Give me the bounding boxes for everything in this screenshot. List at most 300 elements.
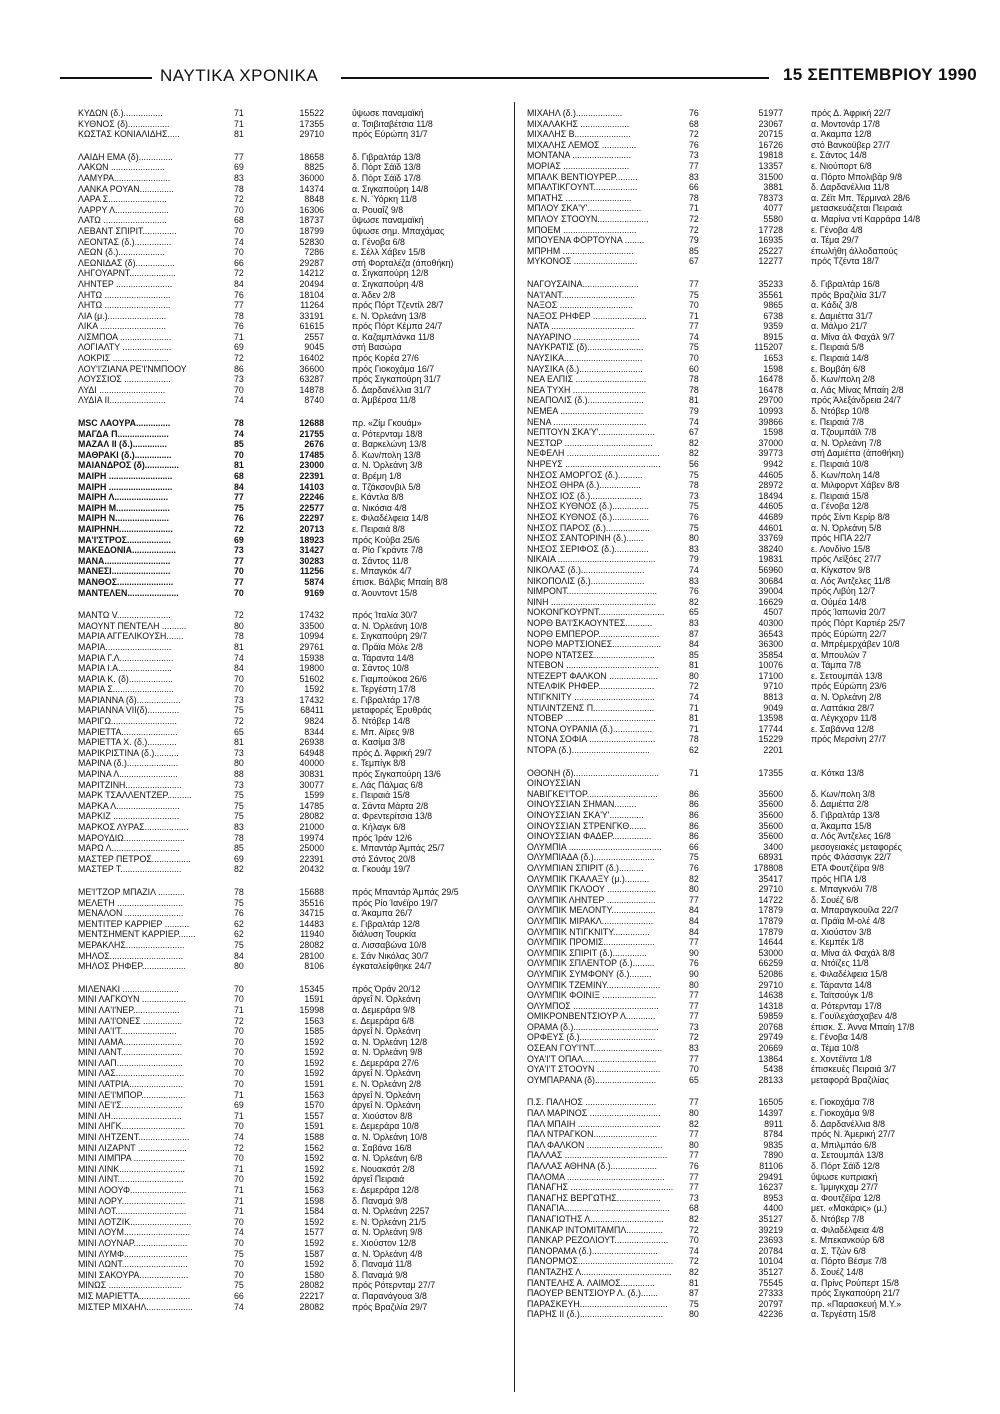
tonnage: 36000 bbox=[299, 172, 324, 183]
ship-status: α. Παρανάγουα 3/8 bbox=[352, 1290, 427, 1301]
ship-row bbox=[527, 927, 967, 938]
ship-name: ΝΗΣΟΣ ΙΟΣ (δ.)..................... bbox=[527, 490, 642, 501]
build-year: 74 bbox=[234, 1301, 244, 1312]
ship-name: ΛΟΥΣΣΙΟΣ ................... bbox=[78, 374, 171, 385]
ship-row bbox=[78, 1068, 506, 1079]
ship-status: α. Κάδιζ 3/8 bbox=[811, 300, 858, 311]
build-year: 75 bbox=[234, 1280, 244, 1291]
ship-row bbox=[78, 621, 506, 632]
tonnage: 25000 bbox=[299, 843, 324, 854]
ship-row bbox=[527, 671, 967, 682]
build-year: 70 bbox=[234, 1259, 244, 1270]
build-year: 77 bbox=[689, 1129, 699, 1140]
ship-row bbox=[78, 471, 506, 482]
tonnage: 35854 bbox=[758, 649, 783, 660]
build-year: 75 bbox=[234, 811, 244, 822]
ship-name: ΛΙΑ (μ.)........................ bbox=[78, 310, 167, 321]
ship-row bbox=[527, 342, 967, 353]
ship-row bbox=[78, 1238, 506, 1249]
ship-status: α. Σαβάνα 16/8 bbox=[352, 1142, 412, 1153]
ship-name: ΟΛΥΜΠΙΚ ΣΠΙΡΙΤ (δ.).............. bbox=[527, 947, 647, 958]
ship-name: ΟΙΝΟΥΣΣΙΑΝ bbox=[527, 778, 581, 789]
tonnage: 1587 bbox=[304, 1248, 324, 1259]
ship-row bbox=[527, 831, 967, 842]
ship-status: ε. Πειραιά 7/8 bbox=[811, 416, 864, 427]
ship-row bbox=[527, 470, 967, 481]
tonnage: 38240 bbox=[758, 543, 783, 554]
ship-status: πρός ΗΠΑ 1/8 bbox=[811, 873, 867, 884]
ship-name: ΝΙΝΗ ........................................... bbox=[527, 596, 657, 607]
build-year: 85 bbox=[689, 649, 699, 660]
ship-row bbox=[527, 1172, 967, 1183]
ship-row bbox=[78, 184, 506, 195]
tonnage: 35516 bbox=[299, 897, 324, 908]
tonnage: 30684 bbox=[758, 575, 783, 586]
build-year: 77 bbox=[234, 151, 244, 162]
ship-status: πρός ΗΠΑ 22/7 bbox=[811, 533, 872, 544]
ship-name: ΝΕΝΑ ...................................... bbox=[527, 416, 647, 427]
ship-name: ΛΙΣΜΠΟΑ ..................... bbox=[78, 331, 172, 342]
ship-row bbox=[527, 1097, 967, 1108]
tonnage: 17432 bbox=[299, 694, 324, 705]
build-year: 83 bbox=[234, 822, 244, 832]
ship-status: α. Ν. Όρλεάνη 4/8 bbox=[352, 1248, 423, 1259]
ship-status: α. Βαρκελώνη 13/8 bbox=[352, 439, 427, 450]
ship-row bbox=[527, 214, 967, 225]
ship-status: α. Σετουμπάλ 13/8 bbox=[811, 1150, 884, 1161]
build-year: 70 bbox=[234, 673, 244, 684]
ship-name: ΜΑΡΚΟΣ ΛΥΡΑΣ.................. bbox=[78, 822, 189, 832]
ship-row bbox=[78, 162, 506, 173]
tonnage: 4400 bbox=[763, 1203, 783, 1214]
tonnage: 4077 bbox=[763, 203, 783, 214]
ship-name: ΜΑΖΑΛ ΙΙ (δ.).............. bbox=[78, 439, 167, 450]
ship-status: ε. Γιαμπούκοα 26/6 bbox=[352, 673, 427, 684]
tonnage: 29710 bbox=[758, 979, 783, 990]
ship-status: πρός Σιγκαπούρη 21/7 bbox=[811, 1288, 900, 1299]
ship-row bbox=[527, 734, 967, 745]
build-year: 83 bbox=[689, 617, 699, 628]
ship-row bbox=[78, 610, 506, 621]
ship-name: ΠΑΟΥΕΡ ΒΕΝΤΣΙΟΥΡ Λ. (δ.)....... bbox=[527, 1288, 658, 1299]
ship-status: ε. Γένοβα 14/8 bbox=[811, 1032, 868, 1043]
tonnage: 17879 bbox=[758, 915, 783, 926]
build-year: 84 bbox=[689, 915, 699, 926]
tonnage: 33500 bbox=[299, 620, 324, 631]
ship-name: ΝΗΣΟΣ ΣΑΝΤΟΡΙΝΗ (δ.)....... bbox=[527, 533, 644, 544]
build-year: 70 bbox=[234, 449, 244, 460]
build-year: 56 bbox=[689, 459, 699, 469]
ship-name: ΟΛΥΜΠΟΣ ................................... bbox=[527, 1000, 659, 1011]
build-year: 82 bbox=[689, 596, 699, 607]
ship-status: άργεΐ Πειραιά bbox=[352, 1174, 405, 1185]
build-year: 70 bbox=[689, 300, 699, 311]
ship-row bbox=[527, 1309, 967, 1320]
ship-status: ε. Σάν Νικόλας 30/7 bbox=[352, 950, 429, 961]
ship-row bbox=[78, 226, 506, 237]
tonnage: 28082 bbox=[299, 811, 324, 822]
ship-name: ΟΛΥΜΠΙΑΝ ΣΠΙΡΙΤ (δ.).......... bbox=[527, 862, 644, 873]
ship-status: δ. Παναμά 9/8 bbox=[352, 1195, 408, 1206]
ship-status: έπωλήθη άλλοδαπούς bbox=[811, 245, 898, 256]
ship-row bbox=[78, 1174, 506, 1185]
ship-row bbox=[78, 418, 506, 429]
ship-name: ΜΙΧΑΗΛ (δ.)................... bbox=[527, 108, 623, 118]
tonnage: 20669 bbox=[758, 1043, 783, 1054]
tonnage: 1599 bbox=[304, 790, 324, 801]
ship-row bbox=[78, 342, 506, 353]
tonnage: 1588 bbox=[304, 1132, 324, 1143]
build-year: 73 bbox=[234, 694, 244, 705]
tonnage: 34715 bbox=[299, 908, 324, 919]
tonnage: 14397 bbox=[758, 1108, 783, 1119]
ship-row bbox=[78, 1291, 506, 1302]
build-year: 79 bbox=[689, 235, 699, 246]
build-year: 87 bbox=[689, 628, 699, 639]
ship-name: ΜΕΝΤΙΤΕΡ ΚΑΡΡΙΕΡ .......... bbox=[78, 918, 190, 929]
ship-name: ΜΑΙΡΗ Λ...................... bbox=[78, 492, 169, 503]
ship-name: ΛΕΩΝΙΔΑΣ (δ)................ bbox=[78, 257, 175, 268]
build-year: 83 bbox=[689, 543, 699, 554]
build-year: 71 bbox=[689, 767, 699, 778]
tonnage: 8784 bbox=[763, 1129, 783, 1140]
ship-row bbox=[78, 1047, 506, 1058]
ship-row bbox=[527, 1256, 967, 1267]
ship-row bbox=[78, 321, 506, 332]
build-year: 68 bbox=[689, 1203, 699, 1214]
ship-name: ΟΛΥΜΠΙΚ ΣΠΛΕΝΤΟΡ (δ.)......... bbox=[527, 958, 655, 969]
build-year: 74 bbox=[689, 1245, 699, 1256]
ship-status: ε. Λονδίνο 15/8 bbox=[811, 543, 871, 554]
build-year: 71 bbox=[234, 1185, 244, 1195]
tonnage: 17728 bbox=[758, 224, 783, 235]
ship-name: ΜΙΧΑΛΑΚΗΣ .................... bbox=[527, 118, 630, 129]
ship-row bbox=[78, 1153, 506, 1164]
ship-name: ΝΟΡΘ ΒΑ'Ι'ΣΚΑΟΥΝΤΕΣ........... bbox=[527, 617, 653, 628]
ship-name: ΟΡΑΜΑ (δ.)................................... bbox=[527, 1021, 659, 1032]
ship-row bbox=[527, 501, 967, 512]
tonnage: 40000 bbox=[299, 758, 324, 769]
ship-status: α. Τάμπα 7/8 bbox=[811, 660, 862, 671]
tonnage: 44689 bbox=[758, 511, 783, 522]
tonnage: 68411 bbox=[300, 705, 324, 716]
ship-row bbox=[78, 1227, 506, 1238]
build-year: 83 bbox=[689, 575, 699, 586]
ship-group bbox=[527, 1097, 967, 1319]
ship-status: α. Φιλαδέλφεια 4/8 bbox=[811, 1224, 884, 1235]
build-year: 86 bbox=[689, 810, 699, 820]
ship-name: ΜΑΡΚΙΖ ........................... bbox=[78, 811, 180, 822]
ship-name: ΜΑΡΚ ΤΣΑΛΛΕΝΤΖΕΡ.......... bbox=[78, 790, 192, 801]
tonnage: 12277 bbox=[758, 256, 783, 267]
tonnage: 1592 bbox=[304, 1153, 324, 1164]
ship-name: ΝΕΑ ΕΛΠΙΣ ............................. bbox=[527, 374, 647, 385]
ship-name: ΜΑΝΤΩ V...................... bbox=[78, 610, 171, 621]
ship-row bbox=[527, 884, 967, 895]
tonnage: 28082 bbox=[299, 939, 324, 950]
tonnage: 2201 bbox=[763, 745, 783, 756]
ship-status: δ. Πόρτ Σάϊδ 13/8 bbox=[352, 162, 421, 173]
tonnage: 16505 bbox=[758, 1097, 783, 1108]
ship-name: ΜΑΙΡΗ .......................... bbox=[78, 481, 173, 492]
ship-row bbox=[527, 491, 967, 502]
ship-name: ΝΑΥΑΡΙΝΟ ........................... bbox=[527, 331, 640, 342]
ship-status: α. Τεργέστη 15/8 bbox=[811, 1309, 876, 1320]
ship-name: ΜΑΡΙΑ Σ......................... bbox=[78, 684, 174, 695]
ship-row bbox=[527, 1193, 967, 1204]
ship-row bbox=[527, 650, 967, 661]
tonnage: 1598 bbox=[763, 363, 783, 374]
build-year: 76 bbox=[689, 108, 699, 118]
build-year: 72 bbox=[689, 213, 699, 224]
build-year: 81 bbox=[234, 460, 244, 471]
ship-name: ΜΙΝΙ ΛΩΝΤ........................... bbox=[78, 1259, 188, 1270]
ship-name: ΟΛΥΜΠΙΚ ΛΗΝΤΕΡ .................... bbox=[527, 894, 656, 905]
ship-name: ΛΗΤΩ ........................... bbox=[78, 300, 171, 311]
ship-status: ε. Μπεκανκούρ 6/8 bbox=[811, 1235, 885, 1246]
build-year: 65 bbox=[234, 726, 244, 737]
ship-name: ΜΑΡΙΓΩ........................... bbox=[78, 716, 177, 727]
ship-status: ε. Πειραιά 15/8 bbox=[352, 790, 410, 801]
build-year: 85 bbox=[689, 245, 699, 256]
build-year: 73 bbox=[234, 779, 244, 790]
ship-row bbox=[78, 1132, 506, 1143]
build-year: 82 bbox=[689, 437, 699, 448]
tonnage: 2676 bbox=[304, 439, 324, 450]
ship-row bbox=[527, 1225, 967, 1236]
tonnage: 14644 bbox=[758, 937, 783, 948]
ship-status: ε. Γιοκοχάμα 9/8 bbox=[811, 1108, 875, 1119]
ship-status: πρός Ν. Άμερική 27/7 bbox=[811, 1129, 896, 1140]
ship-name: Π.Σ. ΠΑΛΗΟΣ ............................. bbox=[527, 1097, 657, 1108]
ship-name: ΟΛΥΜΠΙΑ ...................................... bbox=[527, 841, 662, 852]
ship-row bbox=[527, 1214, 967, 1225]
tonnage: 9942 bbox=[763, 459, 783, 469]
build-year: 78 bbox=[689, 734, 699, 745]
ship-status: ε. Λάς Πάλμας 6/8 bbox=[352, 779, 423, 790]
ship-status: πρός Πόρτ Κέμπα 24/7 bbox=[352, 321, 443, 332]
ship-status: α. Λισσαβώνα 10/8 bbox=[352, 939, 427, 950]
ship-status: δ. Ντόβερ 7/8 bbox=[811, 1213, 865, 1224]
ship-row bbox=[527, 1022, 967, 1033]
build-year: 76 bbox=[689, 511, 699, 522]
ship-status: α. Χιούστον 3/8 bbox=[811, 926, 872, 937]
ship-status: α. Καζαμπλάνκα 11/8 bbox=[352, 331, 435, 342]
ship-status: πρός Μπαντάρ Άμπάς 29/5 bbox=[352, 886, 459, 897]
ship-row bbox=[78, 268, 506, 279]
ship-group bbox=[78, 887, 506, 972]
ship-name: ΠΑΝΑΓΗΣ .......................................... bbox=[527, 1182, 674, 1193]
tonnage: 20432 bbox=[299, 864, 324, 875]
ship-name: ΜΑΙΡΗ Ν...................... bbox=[78, 513, 169, 524]
ship-name: ΠΑΛΟΜΑ ........................................ bbox=[527, 1171, 665, 1182]
ship-name: ΠΑΝΑΓΗΣ ΒΕΡΓΩΤΗΣ.................. bbox=[527, 1192, 661, 1203]
ship-name: ΜΙΝΙ ΛΕ'Ι'ΜΠΟΡ.................. bbox=[78, 1089, 186, 1100]
tonnage: 19974 bbox=[299, 832, 324, 843]
ship-status: πρός Φλάσσιγκ 22/7 bbox=[811, 852, 892, 863]
ship-row bbox=[78, 300, 506, 311]
ship-status: α. Μπαραγκουίλα 22/7 bbox=[811, 905, 899, 916]
ship-row bbox=[527, 607, 967, 618]
ship-name: ΝΗΣΟΣ ΘΗΡΑ (δ.)................. bbox=[527, 480, 641, 491]
ship-name: ΜΑΙΡΗ Μ...................... bbox=[78, 502, 170, 513]
ship-name: ΝΕΣΤΩΡ .................................... bbox=[527, 437, 653, 448]
build-year: 76 bbox=[689, 958, 699, 969]
ship-name: ΛΑΚΩΝ ...................... bbox=[78, 162, 165, 173]
ship-row bbox=[78, 205, 506, 216]
ship-status: ε. Δεμεράρα 10/8 bbox=[352, 1121, 419, 1132]
ship-name: ΝΟΡΘ ΕΜΠΕΡΟΡ......................... bbox=[527, 628, 660, 639]
ship-status: α. Τέμα 29/7 bbox=[811, 235, 859, 246]
ship-row bbox=[78, 1206, 506, 1217]
ship-name: ΛΟΚΡΙΣ ....................... bbox=[78, 353, 169, 364]
ship-status: α. Ν. Όρλεάνη 9/8 bbox=[352, 1047, 423, 1058]
ship-row bbox=[527, 852, 967, 863]
ship-row bbox=[527, 821, 967, 832]
build-year: 71 bbox=[234, 1163, 244, 1174]
ship-row bbox=[78, 684, 506, 695]
tonnage: 16478 bbox=[758, 374, 783, 385]
ship-status: ε. Κάντλα 8/8 bbox=[352, 492, 404, 503]
build-year: 80 bbox=[689, 533, 699, 544]
ship-row bbox=[78, 450, 506, 461]
ship-status: α. Σάντα Μάρτα 2/8 bbox=[352, 800, 429, 811]
ship-status: στό Σάντος 20/8 bbox=[352, 853, 416, 864]
build-year: 81 bbox=[689, 660, 699, 671]
issue-date: 15 ΣΕΠΤΕΜΒΡΙΟΥ 1990 bbox=[782, 65, 977, 84]
ship-row bbox=[78, 908, 506, 919]
tonnage: 1653 bbox=[763, 353, 783, 364]
column-divider bbox=[514, 102, 515, 1392]
ship-status: α. Ούμέα 14/8 bbox=[811, 596, 867, 607]
tonnage: 13598 bbox=[758, 713, 783, 724]
build-year: 75 bbox=[689, 469, 699, 480]
ship-status: ε. Γένοβα 4/8 bbox=[811, 224, 863, 235]
build-year: 70 bbox=[234, 225, 244, 236]
ship-row bbox=[78, 395, 506, 406]
ship-status: πρός Γιοκοχάμα 16/7 bbox=[352, 363, 435, 374]
ship-status: ε. Μπ. Αϊρες 9/8 bbox=[352, 726, 415, 737]
ship-status: α. Τζουμπάϊλ 7/8 bbox=[811, 427, 877, 438]
ship-status: πρός Όράν 20/12 bbox=[352, 983, 421, 994]
ship-name: ΜΙΝΙ ΣΑΚΟΥΡΑ.................... bbox=[78, 1269, 189, 1280]
ship-name: ΝΤΕΖΕΡΤ ΦΑΛΚΟΝ .................... bbox=[527, 670, 658, 681]
tonnage: 20797 bbox=[758, 1298, 783, 1309]
ship-status: ε. Γουϊλεχάσχαβεν 4/8 bbox=[811, 1011, 898, 1022]
ship-name: ΜΑΙΡΗ .......................... bbox=[78, 471, 173, 481]
ship-status: α. Τάραντα 14/8 bbox=[352, 652, 414, 663]
ship-name: ΟΛΥΜΠΙΚ ΓΚΛΟΟΥ .................... bbox=[527, 884, 657, 895]
build-year: 71 bbox=[234, 1110, 244, 1121]
tonnage: 14878 bbox=[299, 384, 324, 395]
ship-name: ΜΙΝΙ ΛΥΜΦ.......................... bbox=[78, 1248, 188, 1259]
ship-status: μετασκευάζεται Πειραιά bbox=[811, 203, 903, 214]
build-year: 69 bbox=[234, 162, 244, 173]
tonnage: 28972 bbox=[758, 480, 783, 491]
tonnage: 20784 bbox=[758, 1245, 783, 1256]
build-year: 70 bbox=[689, 353, 699, 364]
ship-status: ε. Πειραιά 8/8 bbox=[352, 523, 405, 534]
ship-status: ΕΤΑ Φουτζέϊρα 9/8 bbox=[811, 862, 885, 873]
ship-name: ΜΕΛΕΤΗ ........................... bbox=[78, 897, 184, 908]
ship-status: α. Κίγκστον 9/8 bbox=[811, 564, 871, 575]
build-year: 85 bbox=[234, 439, 244, 450]
tonnage: 16935 bbox=[758, 235, 783, 246]
tonnage: 51977 bbox=[758, 108, 783, 118]
build-year: 86 bbox=[689, 799, 699, 810]
ship-status: πρός Πόρτ Καρτιέρ 25/7 bbox=[811, 617, 906, 628]
ship-group bbox=[78, 418, 506, 598]
ship-row bbox=[78, 353, 506, 364]
build-year: 70 bbox=[234, 587, 244, 598]
ship-name: ΜΙΝΙ ΛΑΝΤ......................... bbox=[78, 1047, 183, 1058]
ship-name: ΝΗΣΟΣ ΚΥΘΝΟΣ (δ.)............... bbox=[527, 511, 649, 522]
build-year: 78 bbox=[689, 384, 699, 395]
ship-name: MSC ΛΑΟΥΡΑ.............. bbox=[78, 418, 171, 429]
ship-name: ΜΑΡΩ Λ............................ bbox=[78, 843, 180, 854]
ship-row bbox=[527, 1064, 967, 1075]
ship-row bbox=[78, 1249, 506, 1260]
ship-status: δ. Σουέζ 14/8 bbox=[811, 1266, 864, 1277]
build-year: 73 bbox=[689, 1192, 699, 1203]
tonnage: 22217 bbox=[299, 1290, 324, 1301]
ship-row bbox=[78, 801, 506, 812]
tonnage: 1584 bbox=[304, 1206, 324, 1217]
ship-status: δ. Κων/πολη 14/8 bbox=[811, 469, 880, 480]
ship-status: α. Μίνα άλ Φαχάλ 8/8 bbox=[811, 947, 895, 958]
ship-row bbox=[527, 895, 967, 906]
tonnage: 29761 bbox=[299, 641, 324, 652]
ship-row bbox=[527, 768, 967, 779]
ship-row bbox=[78, 653, 506, 664]
ship-row bbox=[527, 1054, 967, 1065]
tonnage: 1562 bbox=[304, 1142, 324, 1153]
tonnage: 17432 bbox=[299, 610, 324, 621]
ship-group bbox=[78, 984, 506, 1312]
ship-status: α. Άουντοντ 15/8 bbox=[352, 587, 418, 598]
ship-row bbox=[527, 597, 967, 608]
ship-status: στό Βανκοϋβερ 27/7 bbox=[811, 139, 891, 150]
build-year: 82 bbox=[689, 873, 699, 884]
ship-name: ΚΥΔΩΝ (δ.)................ bbox=[78, 108, 163, 118]
build-year: 77 bbox=[689, 1150, 699, 1161]
ship-row bbox=[527, 427, 967, 438]
build-year: 72 bbox=[689, 1224, 699, 1235]
build-year: 65 bbox=[689, 1074, 699, 1085]
ship-name: ΜΠΑΤΗΣ ........................... bbox=[527, 192, 632, 203]
ship-row bbox=[527, 523, 967, 534]
ship-name: ΟΛΥΜΠΙΚ ΜΕΛΟΝΤΥ.................. bbox=[527, 905, 656, 916]
build-year: 74 bbox=[689, 416, 699, 427]
ship-name: ΜΑΙΑΝΔΡΟΣ (δ).............. bbox=[78, 460, 179, 471]
ship-status: πρός Σίντι Κερίρ 8/8 bbox=[811, 511, 890, 522]
build-year: 71 bbox=[234, 1206, 244, 1217]
build-year: 77 bbox=[689, 321, 699, 332]
tonnage: 14722 bbox=[758, 894, 783, 905]
ship-row bbox=[78, 854, 506, 865]
ship-name: ΝΤΙΓΚΝΙΤΥ ................................. bbox=[527, 692, 655, 703]
ship-status: α. Κότκα 13/8 bbox=[811, 767, 864, 778]
tonnage: 10994 bbox=[299, 631, 324, 642]
tonnage: 30283 bbox=[299, 555, 324, 566]
ship-row bbox=[78, 108, 506, 119]
tonnage: 35417 bbox=[758, 873, 783, 884]
tonnage: 9359 bbox=[763, 321, 783, 332]
ship-status: δ. Γιβραλτάρ 13/8 bbox=[352, 151, 421, 162]
tonnage: 8740 bbox=[304, 395, 324, 406]
tonnage: 20768 bbox=[758, 1021, 783, 1032]
build-year bbox=[685, 778, 721, 789]
